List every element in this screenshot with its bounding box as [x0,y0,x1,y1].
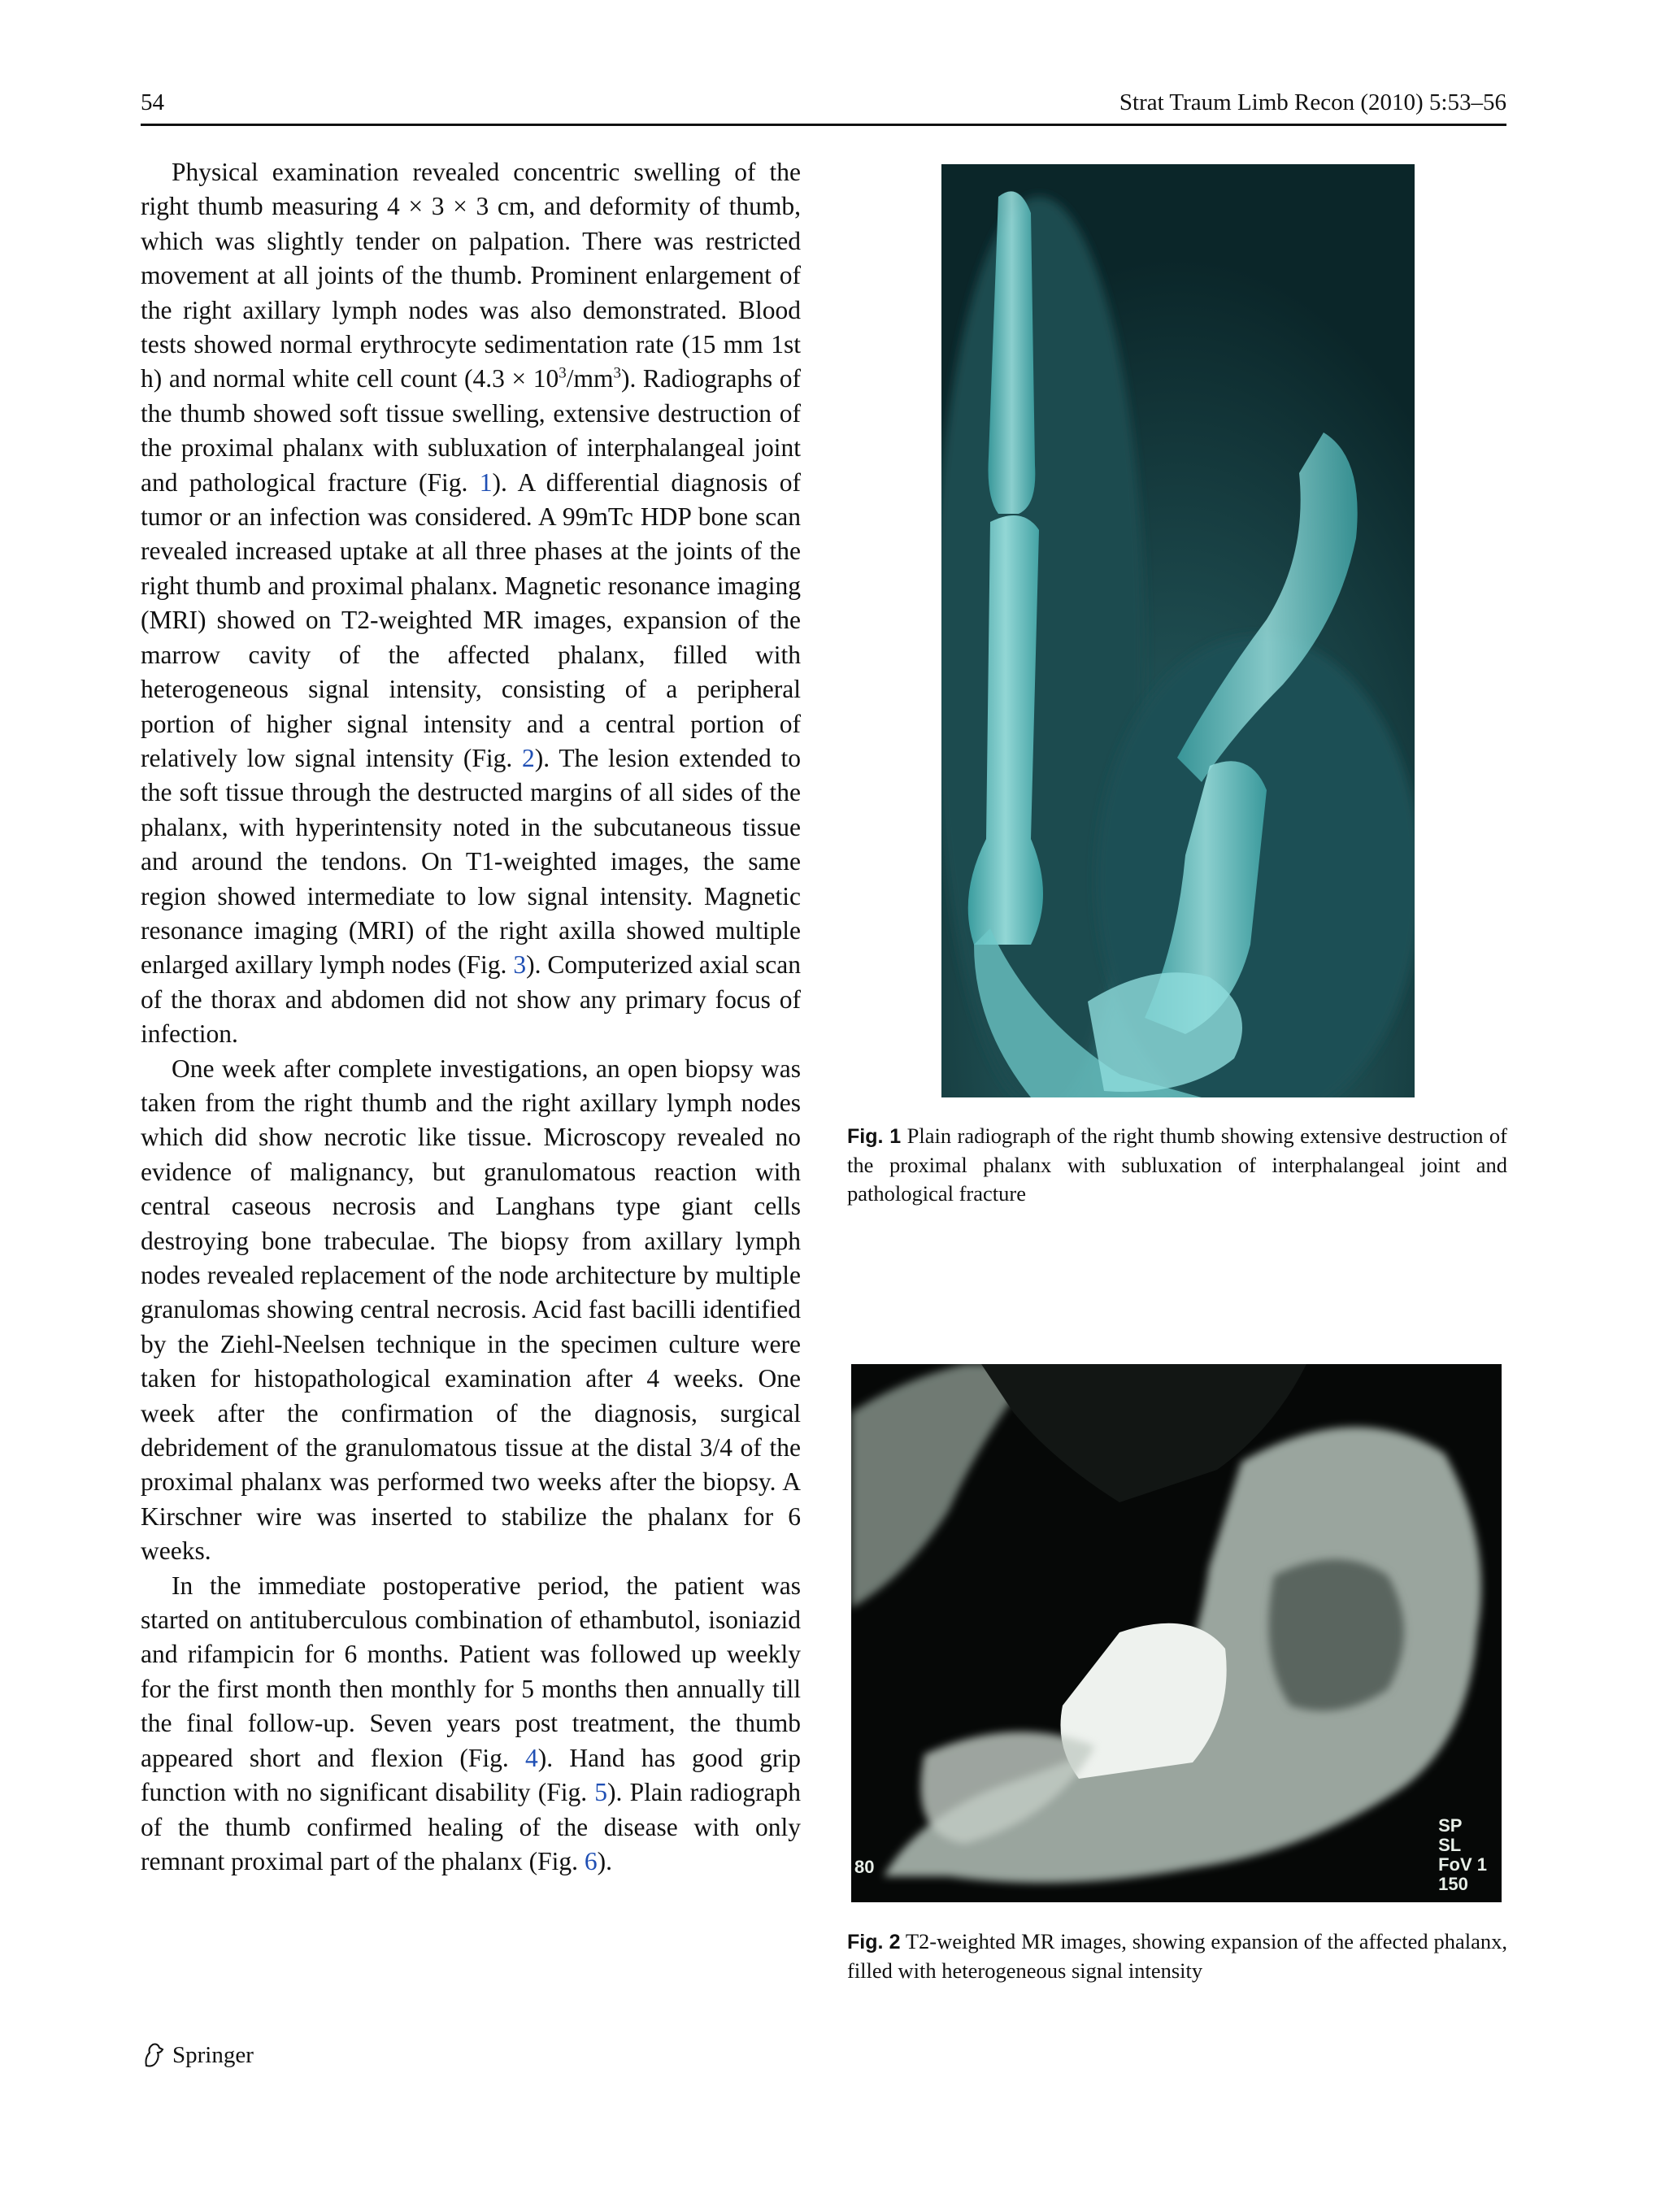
header-rule [141,124,1506,126]
mri-overlay-parameters: SP SL FoV 1 150 [1438,1815,1487,1894]
paragraph-1: Physical examination revealed concentric swelling of the right thumb measuring 4 × 3 × 3 cm, and deformity of thumb, which was slightly tender on palpation. There was restricted movement at all joints of the thumb. Prominent enlargement of the right axillary lymph nodes was also demonstrated. Blood tests showed normal erythrocyte sedimentation rate (15 mm 1st h) and normal white cell count $(4.3 \times 10^3/mm^3)$. Radiographs of the thumb showed soft tissue swelling, extensive destruction of the proximal phalanx with subluxation of interphalangeal joint and pathological fracture (Fig. 1). A differential diagnosis of tumor or an infection was considered. A 99mTc HDP bone scan revealed increased uptake at all three phases at the joints of the right thumb and proximal phalanx. Magnetic resonance imaging (MRI) showed on T2-weighted MR images, expansion of the marrow cavity of the affected phalanx, filled with heterogeneous signal intensity, consisting of a peripheral portion of higher signal intensity and a central portion of relatively low signal intensity (Fig. 2). The lesion extended to the soft tissue through the destructed margins of all sides of the phalanx, with hyperintensity noted in the subcutaneous tissue and around the tendons. On T1-weighted images, the same region showed intermediate to low signal intensity. Magnetic resonance imaging (MRI) of the right axilla showed multiple enlarged axillary lymph nodes (Fig. 3). Computerized axial scan of the thorax and abdomen did not show any primary focus of infection. [141,158,801,1049]
paragraph-3: In the immediate postoperative period, the patient was started on antituberculous combination of ethambutol, isoniazid and rifampicin for 6 months. Patient was followed up weekly for the first month then monthly for 5 months then annually till the final follow-up. Seven years post treatment, the thumb appeared short and flexion (Fig. 4). Hand has good grip function with no significant disability (Fig. 5). Plain radiograph of the thumb confirmed healing of the disease with only remnant proximal part of the phalanx (Fig. 6). [141,1571,802,1875]
page-number: 54 [141,89,164,115]
running-head: Strat Traum Limb Recon (2010) 5:53–56 [1119,89,1506,115]
mri-overlay-number: 80 [854,1857,875,1877]
fig-6-link[interactable]: 6 [584,1846,598,1875]
fig-2-link[interactable]: 2 [522,743,535,772]
springer-horse-icon [141,2041,166,2069]
figure-1-caption: Fig. 1 Plain radiograph of the right thumb showing extensive destruction of the proximal phalanx with subluxation of interphalangeal joint and pathological fracture [847,1123,1507,1206]
fig-4-link[interactable]: 4 [524,1743,538,1772]
figure-2-mri [851,1364,1502,1902]
fig-3-link[interactable]: 3 [513,950,527,980]
figure-1-radiograph [941,164,1415,1097]
fig-1-link[interactable]: 1 [479,467,493,497]
fig-5-link[interactable]: 5 [594,1778,608,1807]
figure-2-caption: Fig. 2 T2-weighted MR images, showing expansion of the affected phalanx, filled with heterogeneous signal intensity [847,1929,1507,1983]
springer-logo [141,2041,254,2069]
paragraph-2: One week after complete investigations, an open biopsy was taken from the right thumb and the right axillary lymph nodes which did show necrotic like tissue. Microscopy revealed no evidence of malignancy, but granulomatous reaction with central caseous necrosis and Langhans type giant cells destroying bone trabeculae. The biopsy from axillary lymph nodes revealed replacement of the node architecture by multiple granulomas showing central necrosis. Acid fast bacilli identified by the Ziehl-Neelsen technique in the specimen culture were taken for histopathological examination after 4 weeks. One week after the confirmation of the diagnosis, surgical debridement of the granulomatous tissue at the distal 3/4 of the proximal phalanx was performed two weeks after the biopsy. A Kirschner wire was inserted to stabilize the phalanx for 6 weeks. [141,1054,801,1566]
publisher-name: Springer [172,2041,254,2068]
body-text-column [141,155,801,1879]
